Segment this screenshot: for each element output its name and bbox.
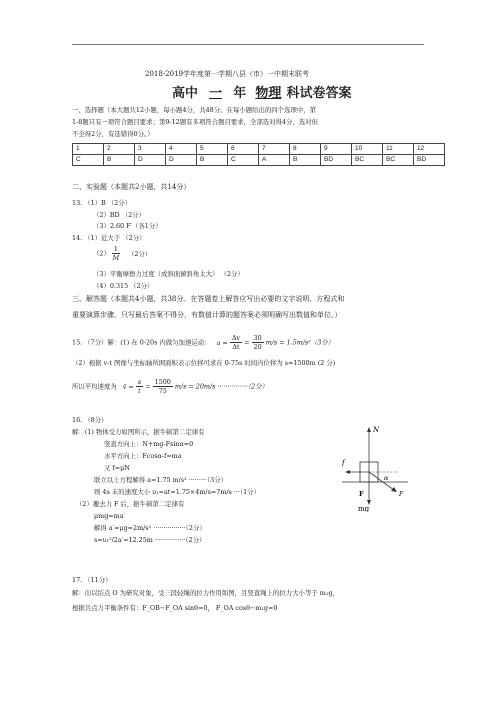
answer-number: 4 <box>166 144 197 155</box>
q16-line9: 解得 a′=μg=2m/s² ················（2分） <box>94 524 206 532</box>
answer-value: C <box>73 155 104 166</box>
q15-a-den1: Δt <box>232 343 240 351</box>
q15-a-fraction1 <box>230 334 242 351</box>
title-grade: 一 <box>209 86 223 101</box>
answer-number: 7 <box>259 144 290 155</box>
title-suffix: 科试卷答案 <box>286 86 352 101</box>
answer-number: 10 <box>352 144 383 155</box>
title-year: 年 <box>233 86 247 101</box>
q13-line3: （3）2.60 F′（各1分） <box>93 222 162 230</box>
label-f: f <box>342 459 345 467</box>
q15-line3-pre: 所以平均速度为 <box>72 382 117 391</box>
answer-value: A <box>259 155 290 166</box>
q15-c-eq: v̄ = <box>122 382 134 391</box>
q16-line7: （2）撤去力 F 后，据牛顿第二定律有 <box>76 500 185 508</box>
q14-fraction-num: 1 <box>113 245 118 253</box>
page-title <box>172 82 351 101</box>
q15-a-eq: a = <box>216 338 228 347</box>
q16-line2: 竖直方向上：N+mg-Fsinα=0 <box>104 440 194 448</box>
applied-force-arrowhead <box>391 487 397 492</box>
normal-force-arrowhead <box>367 427 371 432</box>
friction-arrowhead <box>345 470 350 474</box>
label-F-applied: F <box>399 491 404 498</box>
answer-number: 9 <box>321 144 352 155</box>
q16-line8: μmg=ma′ <box>94 512 125 520</box>
q13-line2: （2）BD （2分） <box>93 211 145 219</box>
q14-line1: 14. （1）近大于 （2分） <box>72 234 146 242</box>
q15-c-equals: = <box>145 382 151 391</box>
q14-line4: （4）0.315 （2分） <box>93 282 154 290</box>
q16-line4: 又 f=μN <box>104 464 130 472</box>
q17-line2: 根据共点力平衡条件有：F_OB−F_OA sinθ=0， F_OA cosθ−m₁g=0 <box>72 604 278 612</box>
q16-head: 16. （8分） <box>72 416 108 424</box>
label-F-lower: F <box>359 490 364 498</box>
title-subject: 物理 <box>255 86 282 101</box>
section3-heading-b: 重要演算步骤，只写最后答案不得分，有数值计算的题答案必须明确写出数值和单位。） <box>72 311 342 319</box>
section1-heading-c: 不全得2分，有选错得0分。） <box>72 130 154 138</box>
q15-c-fraction2 <box>153 378 173 395</box>
q13-line1: 13. （1）B （2分） <box>72 199 132 207</box>
q16-line5: 联立以上方程解得 a=1.75 m/s² ·········（3分） <box>94 476 227 484</box>
q15-line1 <box>72 334 334 351</box>
q16-line1: 解：(1) 物体受力如图所示，据牛顿第二定律有 <box>72 428 205 436</box>
q14-line2-post: （2分） <box>128 249 152 258</box>
answer-table-number-row <box>73 144 445 155</box>
answer-value: BD <box>414 155 445 166</box>
answer-number: 3 <box>135 144 166 155</box>
answer-value: B <box>290 155 321 166</box>
answer-number: 12 <box>414 144 445 155</box>
answer-table <box>72 143 445 166</box>
answer-number: 1 <box>73 144 104 155</box>
title-prefix: 高中 <box>172 86 199 101</box>
section1-heading-a: 一、选择题（本大题共12小题，每小题4分，共48分。在每小题给出的四个选项中，第 <box>72 106 316 114</box>
top-rule <box>72 44 424 45</box>
answer-number: 6 <box>228 144 259 155</box>
answer-value: BD <box>321 155 352 166</box>
q15-c-den1: t <box>138 387 141 395</box>
q15-a-equals: = <box>244 338 250 347</box>
q16-line3: 水平方向上：Fcosα-f=ma <box>104 452 182 460</box>
q14-fraction <box>112 245 120 262</box>
answer-table-answer-row <box>73 155 445 166</box>
q15-line2: （2）根据 v-t 图像与坐标轴所围面积表示位移可求在 0-75s 时间内位移为 s=1500m (2 分) <box>72 359 336 367</box>
q15-a-num2: 30 <box>253 334 262 342</box>
answer-number: 2 <box>104 144 135 155</box>
q17-line1: 解：⑴以结点 O 为研究对象，受三段轻绳的拉力作用如图，且竖直绳上的拉力大小等于 m₁g， <box>72 589 339 597</box>
answer-value: C <box>228 155 259 166</box>
q17-head: 17. （11分） <box>72 576 112 584</box>
q15-line1-pre: 15. （7分）解：(1) 在 0-20s 内做匀加速运动： <box>72 338 211 347</box>
answer-number: 8 <box>290 144 321 155</box>
q15-line3 <box>72 378 268 395</box>
answer-value: D <box>135 155 166 166</box>
section3-heading-a: 三、解答题（本题共4小题，共38分。在答题卷上解答应写出必要的文字说明、方程式和 <box>72 295 345 303</box>
q14-line2-pre: （2） <box>93 249 110 258</box>
q15-c-fraction1 <box>136 378 143 395</box>
q15-c-result: m/s = 20m/s ···············（2分） <box>174 382 268 391</box>
applied-force-arrow <box>369 472 394 490</box>
label-alpha: α <box>384 474 389 482</box>
answer-number: 5 <box>197 144 228 155</box>
q15-a-result: m/s = 1.5m/s²（3分） <box>265 338 335 347</box>
q14-line2 <box>93 245 151 262</box>
q16-line10: s=υ₁²/2a′=12.25m ···············（2分） <box>94 536 206 544</box>
answer-value: D <box>166 155 197 166</box>
q14-fraction-den: M <box>112 254 120 262</box>
q15-a-den2: 20 <box>253 343 262 351</box>
q15-a-fraction2 <box>252 334 264 351</box>
answer-value: BC <box>352 155 383 166</box>
force-diagram <box>336 418 416 512</box>
section1-heading-b: 1-8题只有一项符合题目要求；第9-12题有多项符合题目要求，全部选对得4分，选对但 <box>72 118 318 126</box>
exam-line: 2018-2019学年度第一学期八县（市）一中期末联考 <box>145 70 309 78</box>
q15-c-num1: s <box>137 378 142 386</box>
label-N: N <box>373 426 380 434</box>
q15-a-num1: Δv <box>231 334 241 342</box>
section2-heading: 二、实验题（本题共2小题，共14分） <box>72 183 191 191</box>
label-mg: mg <box>358 505 370 512</box>
answer-number: 11 <box>383 144 414 155</box>
answer-value: B <box>197 155 228 166</box>
q15-c-den2: 75 <box>158 387 167 395</box>
q16-line6: 则 4s 末的速度大小 υ₁=at=1.75×4m/s=7m/s ···（1分） <box>94 488 260 496</box>
q15-c-num2: 1500 <box>154 378 171 386</box>
answer-value: BC <box>383 155 414 166</box>
answer-value: B <box>104 155 135 166</box>
q14-line3: （3）平衡摩擦力过度（或斜面倾斜角太大） （2分） <box>93 270 244 278</box>
